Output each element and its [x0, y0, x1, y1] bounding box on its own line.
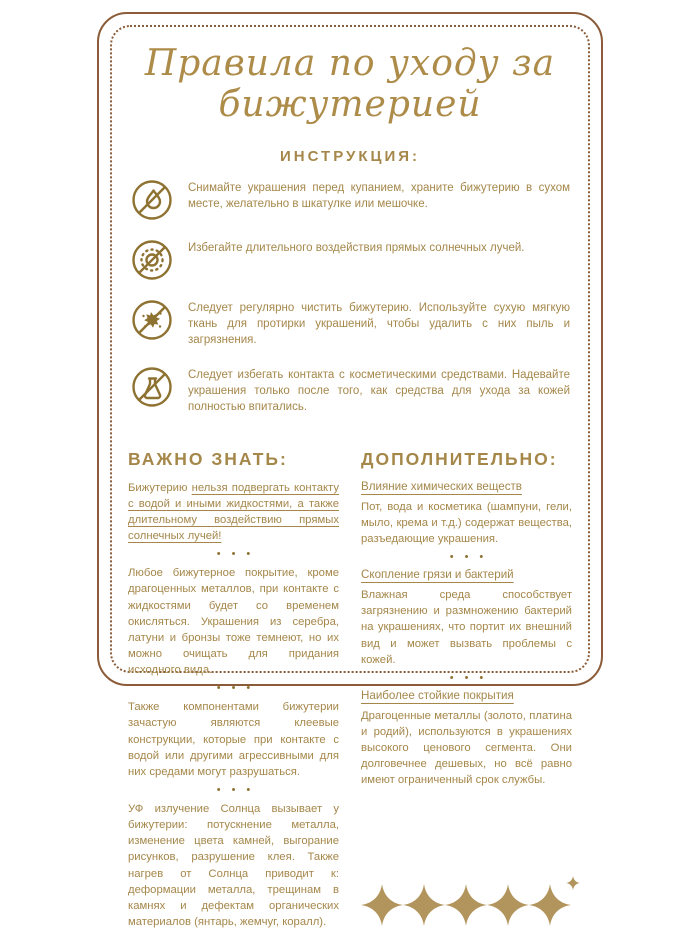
sparkle-star-icon	[445, 884, 487, 926]
sparkle-star-icon	[361, 884, 403, 926]
dots-separator: •••	[449, 551, 495, 564]
page-title: Правила по уходу за бижутерией	[144, 43, 556, 126]
underlined-text: нельзя подвергать контакту с водой и иными жидкостями, а также длительному воздействию прямых солнечных лучей!	[128, 481, 340, 543]
additional-paragraph-2: Влажная среда способствует загрязнению и размножению бактерий на украшениях, что портит их внешний вид и может вызвать проблемы с кожей.	[361, 589, 572, 666]
instruction-item	[128, 169, 572, 229]
two-column-section	[128, 445, 572, 930]
dotted-frame	[110, 25, 590, 928]
dots-separator: •••	[216, 784, 262, 796]
additional-subheading-3: Наиболее стойкие покрытия	[361, 688, 514, 702]
rating-stars	[361, 874, 572, 930]
no-cosmetics-icon	[130, 365, 174, 409]
important-column	[128, 445, 339, 930]
instruction-item	[128, 229, 572, 289]
instruction-item	[128, 356, 572, 423]
additional-subheading-1: Влияние химических веществ	[361, 479, 522, 493]
dots-separator: •••	[449, 671, 495, 684]
instruction-text: Следует регулярно чистить бижутерию. Используйте сухую мягкую ткань для протирки украшений, чтобы удалить с них пыль и загрязнения.	[188, 301, 570, 347]
instruction-text: Избегайте длительного воздействия прямых солнечных лучей.	[188, 241, 525, 254]
sparkle-star-icon	[529, 884, 571, 926]
instruction-item	[128, 289, 572, 356]
instruction-text: Снимайте украшения перед купанием, храните бижутерию в сухом месте, желательно в шкатулке или мешочке.	[188, 181, 570, 211]
sparkle-star-icon	[487, 884, 529, 926]
small-sparkle-icon	[566, 876, 580, 890]
instructions-heading: ИНСТРУКЦИЯ:	[279, 147, 421, 165]
care-rules-card	[97, 12, 603, 928]
additional-column	[361, 445, 572, 930]
important-paragraph-3: Также компонентами бижутерии зачастую являются клеевые конструкции, которые при контакте с водой или другими агрессивными для них средами могут разрушаться.	[128, 701, 339, 778]
important-paragraph-2: Любое бижутерное покрытие, кроме драгоценных металлов, при контакте с жидкостями будет со временем окисляться. Украшения из серебра, латуни и бронзы тоже темнеют, но их можно очищать для придания исходного вида.	[128, 567, 339, 677]
dots-separator: •••	[216, 548, 262, 561]
no-dirt-icon	[130, 298, 174, 342]
additional-heading: ДОПОЛНИТЕЛЬНО:	[361, 448, 558, 469]
sparkle-star-icon	[403, 884, 445, 926]
important-paragraph-4: УФ излучение Солнца вызывает у бижутерии: потускнение металла, изменение цвета камней, выгорание рисунков, разрушение клея. Также нагрев от Солнца приводит к: деформации металла, трещинам в камнях и дефектам органических материалов (янтарь, жемчуг, коралл).	[128, 803, 339, 928]
additional-subheading-2: Скопление грязи и бактерий	[361, 568, 514, 582]
instruction-text: Следует избегать контакта с косметическими средствами. Надевайте украшения только после того, как средства для ухода за кожей полностью впитались.	[188, 368, 570, 414]
sparkle-star-with-accent	[529, 884, 571, 926]
additional-paragraph-3: Драгоценные металлы (золото, платина и родий), используются в украшениях высокого ценового сегмента. Они долговечнее дешевых, но всё равно имеют ограниченный срок службы.	[361, 709, 572, 787]
paragraph-text: Бижутерию	[128, 481, 192, 494]
important-heading: ВАЖНО ЗНАТЬ:	[128, 448, 288, 469]
no-water-icon	[130, 178, 174, 222]
no-sun-icon	[130, 238, 174, 282]
dots-separator: •••	[216, 682, 262, 695]
important-paragraph-1	[128, 480, 339, 545]
additional-paragraph-1: Пот, вода и косметика (шампуни, гели, мыло, крема и т.д.) содержат вещества, разъедающие украшения.	[361, 500, 572, 546]
